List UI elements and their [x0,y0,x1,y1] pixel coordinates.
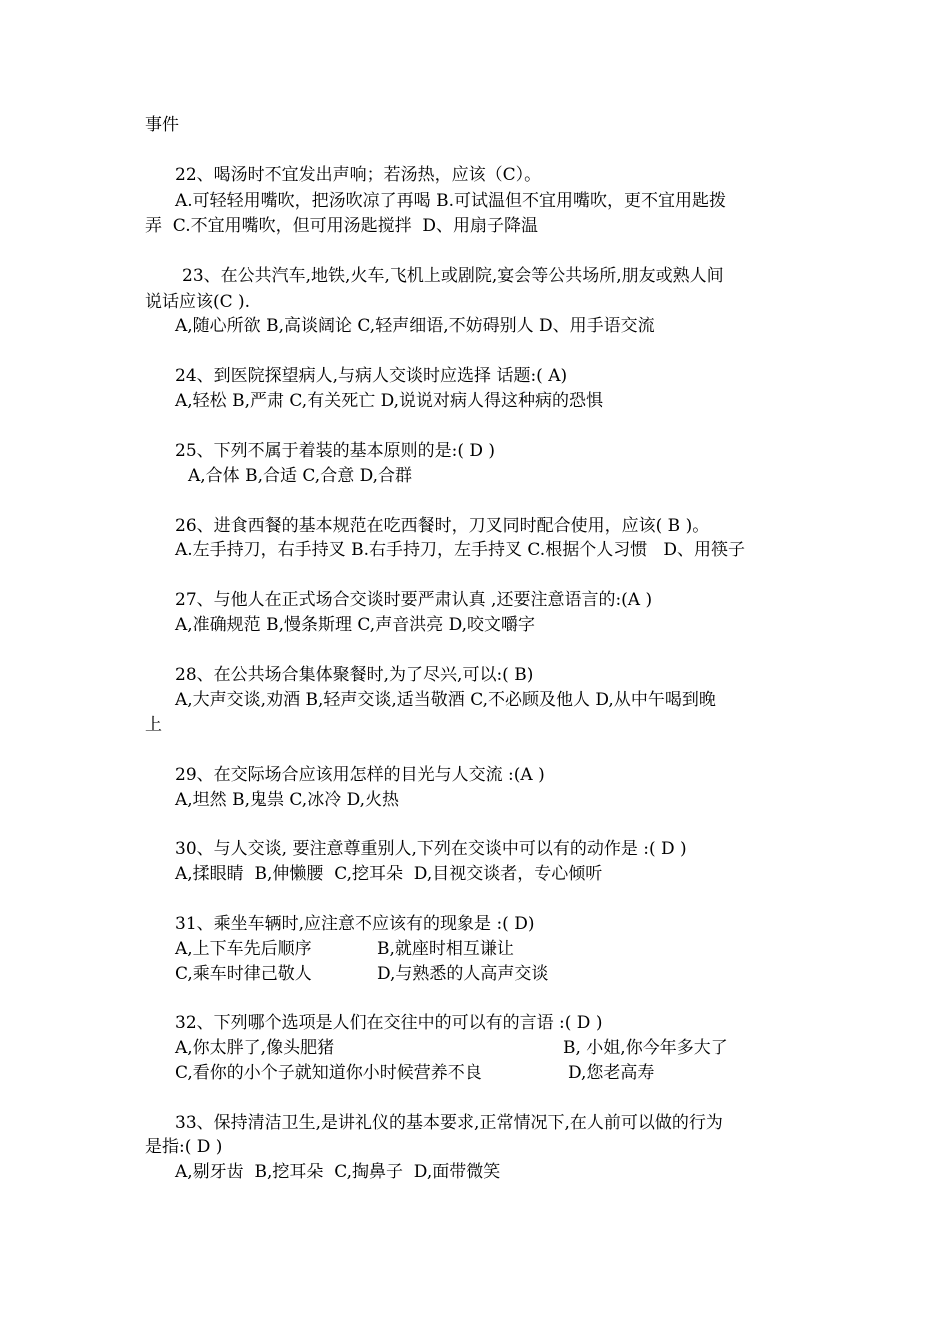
options-line: A,大声交谈,劝酒 B,轻声交谈,适当敬酒 C,不必顾及他人 D,从中午喝到晚 [175,690,716,710]
options-line: A,轻松 B,严肃 C,有关死亡 D,说说对病人得这种病的恐惧 [175,391,604,411]
options-line: A,随心所欲 B,高谈阔论 C,轻声细语,不妨碍别人 D、用手语交流 [175,316,655,336]
question-line: 说话应该(C ). [145,292,251,312]
option-d: D,您老高寿 [568,1063,655,1083]
options-line: 弄 C.不宜用嘴吹，但可用汤匙搅拌 D、用扇子降温 [145,216,539,236]
question-27: 27、与他人在正式场合交谈时要严肃认真 ,还要注意语言的:(A ) [175,590,653,610]
options-line: 上 [145,715,162,735]
options-line: A,揉眼睛 B,伸懒腰 C,挖耳朵 D,目视交谈者，专心倾听 [175,864,603,884]
question-24: 24、到医院探望病人,与病人交谈时应选择 话题:( A) [175,366,568,386]
question-32: 32、下列哪个选项是人们在交往中的可以有的言语 :( D ) [175,1013,603,1033]
options-line: A,剔牙齿 B,挖耳朵 C,掏鼻子 D,面带微笑 [175,1162,501,1182]
option-c: C,乘车时律己敬人 [175,964,312,984]
question-25: 25、下列不属于着装的基本原则的是:( D ) [175,441,496,461]
options-line: A.可轻轻用嘴吹，把汤吹凉了再喝 B.可试温但不宜用嘴吹，更不宜用匙拨 [175,191,726,211]
text-line: 事件 [145,115,179,135]
options-line: A,坦然 B,鬼祟 C,冰冷 D,火热 [175,790,400,810]
question-26: 26、进食西餐的基本规范在吃西餐时，刀叉同时配合使用，应该( B )。 [175,516,710,536]
options-line: A,合体 B,合适 C,合意 D,合群 [188,466,413,486]
option-c: C,看你的小个子就知道你小时候营养不良 [175,1063,482,1083]
options-line: A.左手持刀，右手持叉 B.右手持刀，左手持叉 C.根据个人习惯 D、用筷子 [175,540,746,560]
question-30: 30、与人交谈, 要注意尊重别人,下列在交谈中可以有的动作是 :( D ) [175,839,687,859]
question-31: 31、乘坐车辆时,应注意不应该有的现象是 :( D) [175,914,535,934]
options-line: A,准确规范 B,慢条斯理 C,声音洪亮 D,咬文嚼字 [175,615,536,635]
option-a: A,上下车先后顺序 [175,939,312,959]
question-33: 33、保持清洁卫生,是讲礼仪的基本要求,正常情况下,在人前可以做的行为 [175,1113,723,1133]
question-23: 23、在公共汽车,地铁,火车,飞机上或剧院,宴会等公共场所,朋友或熟人间 [182,266,724,286]
question-29: 29、在交际场合应该用怎样的目光与人交流 :(A ) [175,765,545,785]
question-28: 28、在公共场合集体聚餐时,为了尽兴,可以:( B) [175,665,534,685]
option-b: B,就座时相互谦让 [377,939,514,959]
option-a: A,你太胖了,像头肥猪 [175,1038,335,1058]
question-22: 22、喝汤时不宜发出声响；若汤热，应该（C）。 [175,165,542,185]
option-d: D,与熟悉的人高声交谈 [377,964,549,984]
option-b: B, 小姐,你今年多大了 [563,1038,728,1058]
question-line: 是指:( D ) [145,1137,223,1157]
